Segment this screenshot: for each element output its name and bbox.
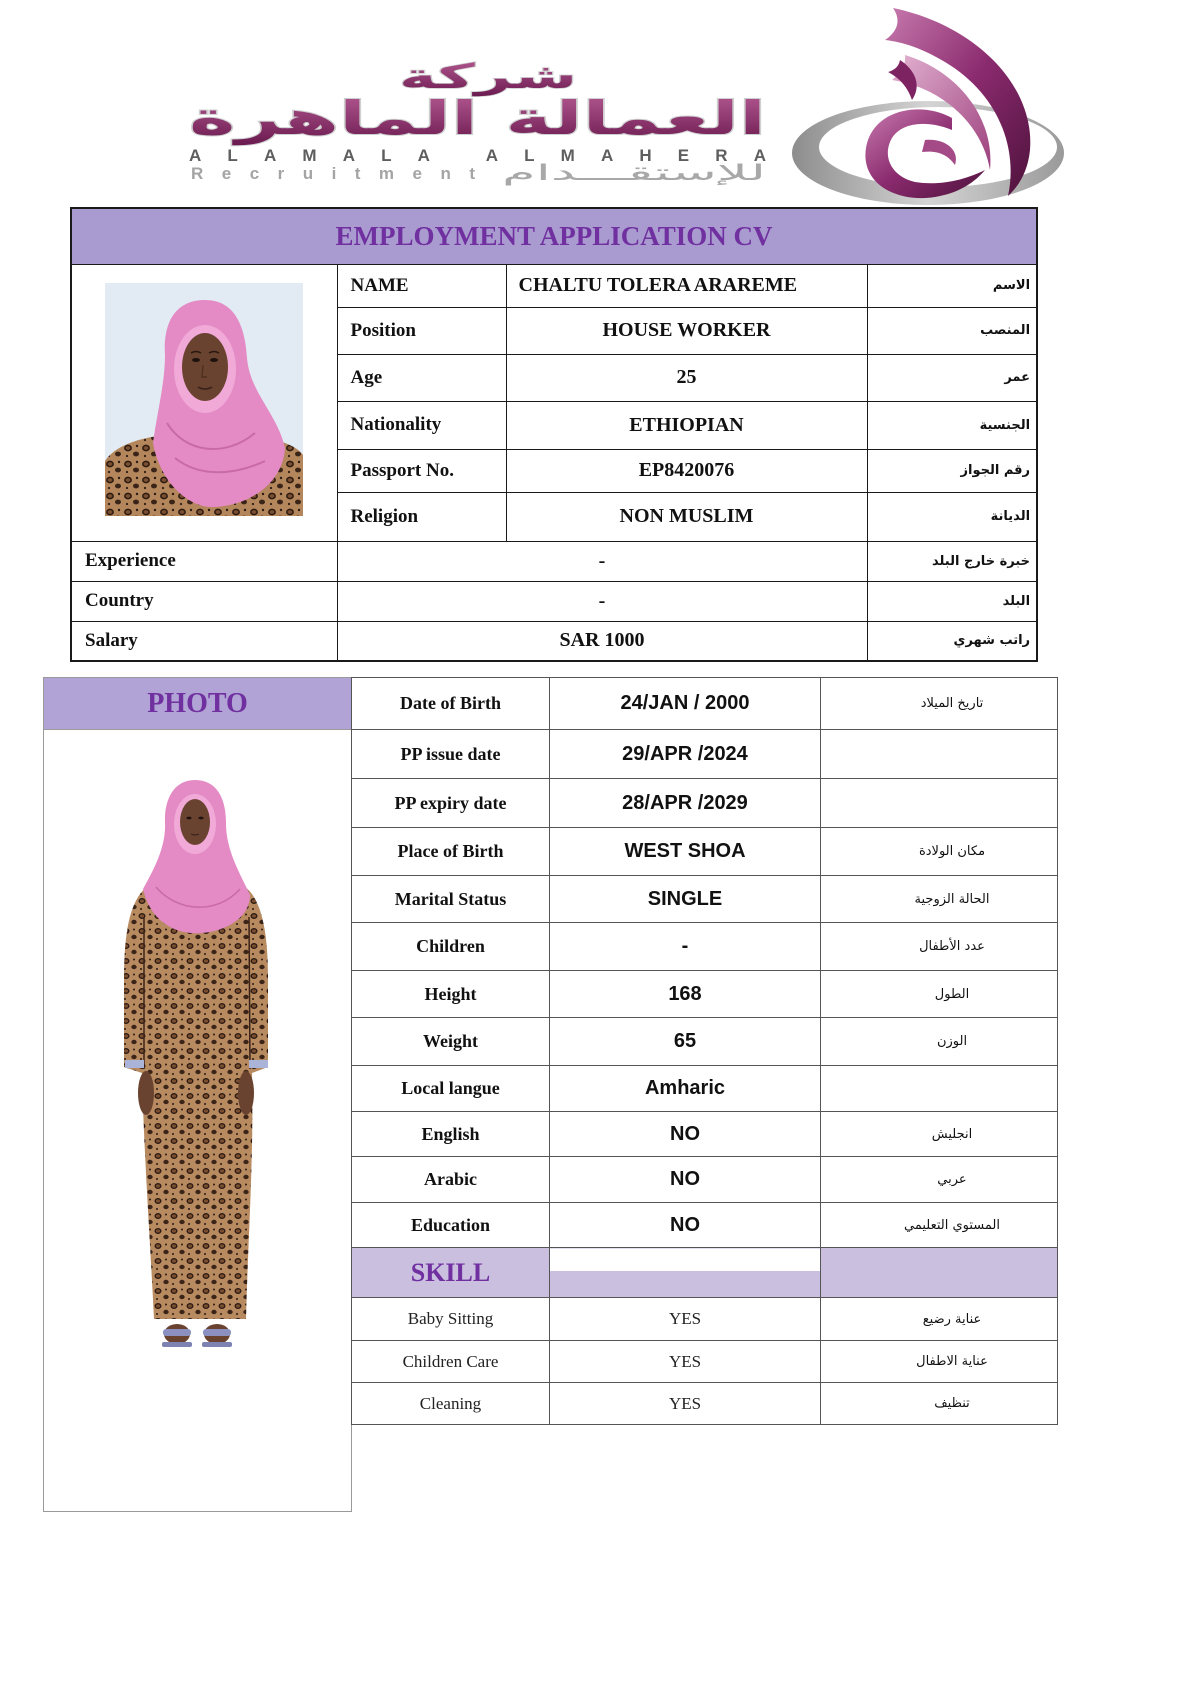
position-label: Position	[337, 307, 506, 354]
children-label: Children	[352, 923, 550, 971]
pp-expiry-value: 28/APR /2029	[550, 779, 821, 828]
local-language-label: Local langue	[352, 1066, 550, 1112]
pp-issue-arabic-label	[821, 730, 1058, 779]
local-language-row	[352, 1066, 1058, 1112]
logo-tagline-latin: Recruitment	[191, 164, 475, 183]
experience-row	[71, 541, 1037, 581]
cleaning-arabic-label: تنظيف	[821, 1383, 1058, 1425]
company-logo	[0, 0, 1191, 215]
details-table	[351, 677, 1058, 1425]
passport-arabic-label: رقم الجواز	[867, 449, 1037, 492]
country-row	[71, 581, 1037, 621]
arabic-label: Arabic	[352, 1157, 550, 1203]
weight-row	[352, 1018, 1058, 1066]
weight-value: 65	[550, 1018, 821, 1066]
logo-emblem-icon	[792, 8, 1064, 205]
passport-label: Passport No.	[337, 449, 506, 492]
photo-header: PHOTO	[44, 678, 351, 730]
right-hand	[238, 1071, 254, 1115]
salary-arabic-label: راتب شهري	[867, 621, 1037, 661]
dob-value: 24/JAN / 2000	[550, 678, 821, 730]
english-arabic-label: انجليش	[821, 1112, 1058, 1157]
local-language-value: Amharic	[550, 1066, 821, 1112]
experience-label: Experience	[71, 541, 337, 581]
children-care-arabic-label: عناية الاطفال	[821, 1341, 1058, 1383]
weight-label: Weight	[352, 1018, 550, 1066]
portrait-photo-cell	[71, 264, 337, 541]
children-care-value: YES	[550, 1341, 821, 1383]
skill-row-cleaning	[352, 1383, 1058, 1425]
children-arabic-label: عدد الأطفال	[821, 923, 1058, 971]
age-arabic-label: عمر	[867, 354, 1037, 401]
religion-label: Religion	[337, 492, 506, 541]
weight-arabic-label: الوزن	[821, 1018, 1058, 1066]
skill-header-row	[352, 1248, 1058, 1298]
dob-arabic-label: تاريخ الميلاد	[821, 678, 1058, 730]
height-label: Height	[352, 971, 550, 1018]
height-arabic-label: الطول	[821, 971, 1058, 1018]
pp-issue-row	[352, 730, 1058, 779]
logo-latin-name: ALAMALA ALMAHERA	[189, 146, 766, 165]
pp-expiry-arabic-label	[821, 779, 1058, 828]
portrait-face	[182, 333, 228, 401]
cleaning-value: YES	[550, 1383, 821, 1425]
english-row	[352, 1112, 1058, 1157]
full-body-face	[180, 799, 210, 845]
personal-info-table	[70, 207, 1038, 662]
name-value: CHALTU TOLERA ARAREME	[506, 264, 867, 307]
skill-header-arabic-cell	[821, 1248, 1058, 1298]
pp-expiry-label: PP expiry date	[352, 779, 550, 828]
arabic-row	[352, 1157, 1058, 1203]
name-row	[71, 264, 1037, 307]
page-title: EMPLOYMENT APPLICATION CV	[71, 208, 1037, 264]
left-hand	[138, 1071, 154, 1115]
pp-issue-value: 29/APR /2024	[550, 730, 821, 779]
height-value: 168	[550, 971, 821, 1018]
position-arabic-label: المنصب	[867, 307, 1037, 354]
salary-row	[71, 621, 1037, 661]
baby-sitting-label: Baby Sitting	[352, 1298, 550, 1341]
full-photo-panel	[43, 677, 352, 1512]
logo-arabic-name: العمالة الماهرة	[189, 91, 766, 145]
place-of-birth-row	[352, 828, 1058, 876]
religion-arabic-label: الديانة	[867, 492, 1037, 541]
dob-row	[352, 678, 1058, 730]
full-body-photo	[122, 777, 270, 1349]
country-arabic-label: البلد	[867, 581, 1037, 621]
passport-value: EP8420076	[506, 449, 867, 492]
skill-header-value-cell	[550, 1248, 821, 1298]
arabic-value: NO	[550, 1157, 821, 1203]
children-value: -	[550, 923, 821, 971]
age-label: Age	[337, 354, 506, 401]
dob-label: Date of Birth	[352, 678, 550, 730]
children-row	[352, 923, 1058, 971]
religion-value: NON MUSLIM	[506, 492, 867, 541]
country-value: -	[337, 581, 867, 621]
name-label: NAME	[337, 264, 506, 307]
skill-header: SKILL	[352, 1248, 550, 1298]
marital-status-arabic-label: الحالة الزوجية	[821, 876, 1058, 923]
age-value: 25	[506, 354, 867, 401]
position-value: HOUSE WORKER	[506, 307, 867, 354]
education-row	[352, 1203, 1058, 1248]
nationality-label: Nationality	[337, 401, 506, 449]
nationality-value: ETHIOPIAN	[506, 401, 867, 449]
title-row	[71, 208, 1037, 264]
english-label: English	[352, 1112, 550, 1157]
country-label: Country	[71, 581, 337, 621]
logo-arabic-company: شركة	[399, 57, 577, 97]
place-of-birth-label: Place of Birth	[352, 828, 550, 876]
skill-row-children-care	[352, 1341, 1058, 1383]
baby-sitting-arabic-label: عناية رضيع	[821, 1298, 1058, 1341]
sandals	[162, 1324, 232, 1347]
salary-value: SAR 1000	[337, 621, 867, 661]
pp-issue-label: PP issue date	[352, 730, 550, 779]
cleaning-label: Cleaning	[352, 1383, 550, 1425]
education-value: NO	[550, 1203, 821, 1248]
education-arabic-label: المستوي التعليمي	[821, 1203, 1058, 1248]
place-of-birth-arabic-label: مكان الولادة	[821, 828, 1058, 876]
english-value: NO	[550, 1112, 821, 1157]
skill-row-baby-sitting	[352, 1298, 1058, 1341]
arabic-arabic-label: عربي	[821, 1157, 1058, 1203]
marital-status-row	[352, 876, 1058, 923]
salary-label: Salary	[71, 621, 337, 661]
children-care-label: Children Care	[352, 1341, 550, 1383]
baby-sitting-value: YES	[550, 1298, 821, 1341]
name-arabic-label: الاسم	[867, 264, 1037, 307]
place-of-birth-value: WEST SHOA	[550, 828, 821, 876]
height-row	[352, 971, 1058, 1018]
pp-expiry-row	[352, 779, 1058, 828]
marital-status-value: SINGLE	[550, 876, 821, 923]
marital-status-label: Marital Status	[352, 876, 550, 923]
local-language-arabic-label	[821, 1066, 1058, 1112]
nationality-arabic-label: الجنسية	[867, 401, 1037, 449]
experience-arabic-label: خبرة خارج البلد	[867, 541, 1037, 581]
portrait-photo	[105, 283, 303, 516]
education-label: Education	[352, 1203, 550, 1248]
experience-value: -	[337, 541, 867, 581]
logo-tagline-arabic: للإستقـــدام	[502, 161, 766, 186]
